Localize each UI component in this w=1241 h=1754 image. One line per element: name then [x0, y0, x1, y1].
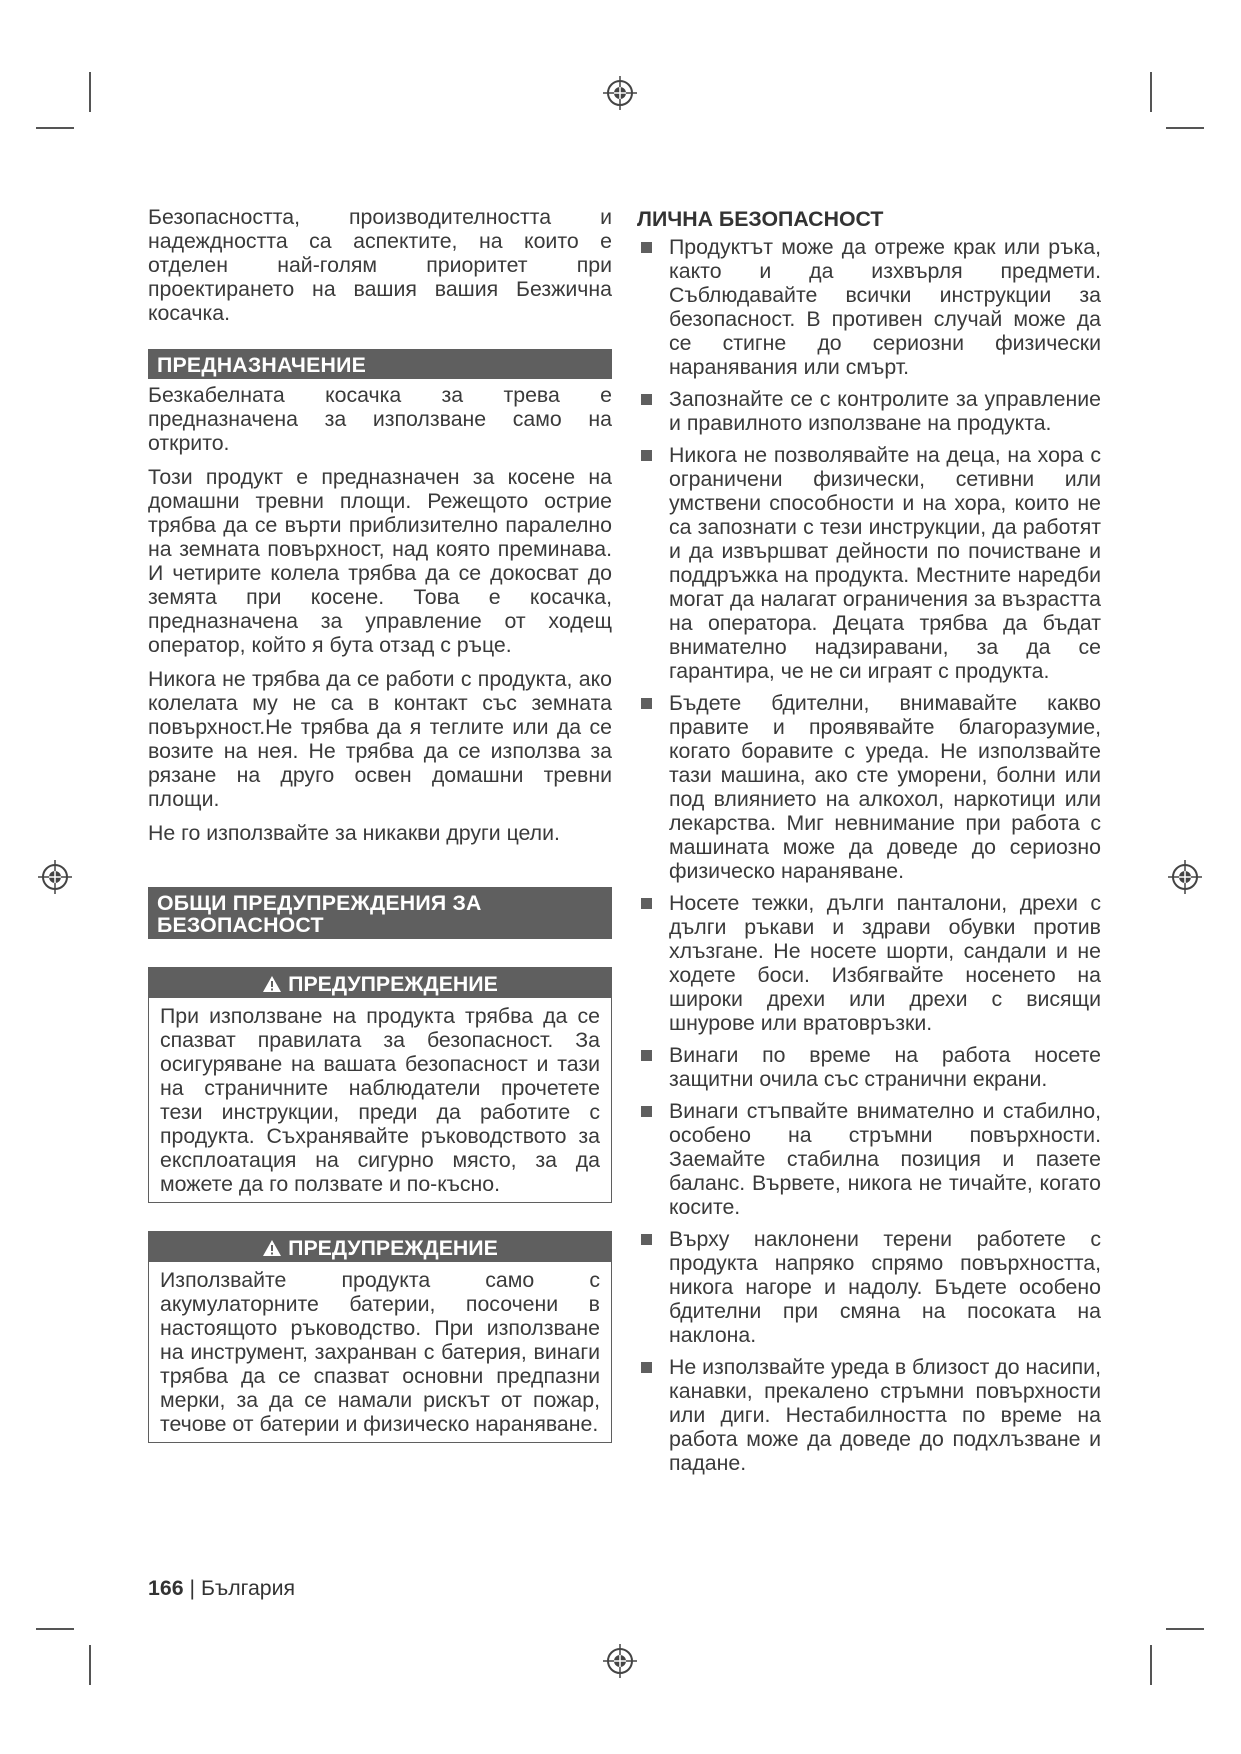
right-column: [637, 205, 1101, 1483]
list-item-text: Никога не позволявайте на деца, на хора с ограничени физически, сетивни или умствени способности и на хора, които не са запознати с тези инструкции, да работят и да извършват дейности по почистване и поддръжка на продукта. Местните наредби могат да налагат ограничения за възрастта на оператора. Децата трябва да бъдат внимателно надзиравани, за да се гарантира, че не си играят с продукта.: [669, 443, 1101, 683]
purpose-paragraph: Този продукт е предназначен за косене на домашни тревни площи. Режещото острие трябва да се върти приблизително паралелно на земната повърхност, над която преминава. И четирите колела трябва да се докосват до земята при косене. Това е косачка, предназначена за управление от ходещ оператор, който я бута отзад с ръце.: [148, 465, 612, 657]
bullet-square-icon: [641, 1234, 652, 1245]
registration-mark-icon: [603, 1644, 637, 1678]
registration-mark-icon: [603, 76, 637, 110]
section-heading-general-safety: ОБЩИ ПРЕДУПРЕЖДЕНИЯ ЗА БЕЗОПАСНОСТ: [148, 887, 612, 939]
list-item: [637, 891, 1101, 1035]
crop-mark: [1166, 127, 1204, 129]
list-item: [637, 1355, 1101, 1475]
page-number: 166: [148, 1576, 184, 1600]
purpose-paragraph: Никога не трябва да се работи с продукта, ако колелата му не са в контакт със земната повърхност.Не трябва да я теглите или да се возите на нея. Не трябва да се използва за рязане на друго освен домашни тревни площи.: [148, 667, 612, 811]
list-item: [637, 691, 1101, 883]
registration-mark-icon: [38, 860, 72, 894]
list-item-text: Винаги по време на работа носете защитни очила със странични екрани.: [669, 1043, 1101, 1091]
safety-list: [637, 235, 1101, 1475]
section-heading-purpose: ПРЕДНАЗНАЧЕНИЕ: [148, 349, 612, 379]
list-item: [637, 387, 1101, 435]
list-item: [637, 235, 1101, 379]
bullet-square-icon: [641, 898, 652, 909]
list-item-text: Продуктът може да отреже крак или ръка, както и да изхвърля предмети. Съблюдавайте всички инструкции за безопасност. В противен случай може да се стигне до сериозни физически наранявания или смърт.: [669, 235, 1101, 379]
list-item-text: Бъдете бдителни, внимавайте какво правите и проявявайте благоразумие, когато боравите с уреда. Не използвайте тази машина, ако сте уморени, болни или под влиянието на алкохол, наркотици или лекарства. Миг невнимание при работа с машината може да доведе до сериозно физическо нараняване.: [669, 691, 1101, 883]
warning-title: ПРЕДУПРЕЖДЕНИЕ: [288, 1236, 498, 1260]
list-item-text: Винаги стъпвайте внимателно и стабилно, особено на стръмни повърхности. Заемайте стабилна позиция и пазете баланс. Вървете, никога не тичайте, когато косите.: [669, 1099, 1101, 1219]
list-item: [637, 1227, 1101, 1347]
list-item: [637, 1043, 1101, 1091]
crop-mark: [1166, 1628, 1204, 1630]
warning-box: [148, 967, 612, 1203]
crop-mark: [1150, 72, 1152, 112]
warning-title: ПРЕДУПРЕЖДЕНИЕ: [288, 972, 498, 996]
warning-triangle-icon: [262, 1239, 282, 1257]
purpose-paragraph: Не го използвайте за никакви други цели.: [148, 821, 560, 845]
list-item-text: Запознайте се с контролите за управление и правилното използване на продукта.: [669, 387, 1101, 435]
warning-text: Използвайте продукта само с акумулаторните батерии, посочени в настоящото ръководство. При използване на инструмент, захранван с батерия, винаги трябва да се спазват основни предпазни мерки, за да се намали рискът от пожар, течове от батерии и физическо нараняване.: [160, 1268, 600, 1436]
warning-header: [149, 1232, 611, 1262]
page-footer: [148, 1576, 295, 1600]
bullet-square-icon: [641, 1050, 652, 1061]
crop-mark: [36, 127, 74, 129]
intro-paragraph: Безопасността, производителността и надеждността са аспектите, на които е отделен най-голям приоритет при проектирането на вашия вашия Безжична косачка.: [148, 205, 612, 325]
crop-mark: [89, 1645, 91, 1685]
bullet-square-icon: [641, 1106, 652, 1117]
list-item-text: Върху наклонени терени работете с продукта напряко спрямо повърхността, никога нагоре и надолу. Бъдете особено бдителни при смяна на посоката на наклона.: [669, 1227, 1101, 1347]
list-item-text: Носете тежки, дълги панталони, дрехи с дълги ръкави и здрави обувки против хлъзгане. Не носете шорти, сандали и не ходете боси. Избягвайте носенето на широки дрехи или дрехи с висящи шнурове или вратовръзки.: [669, 891, 1101, 1035]
crop-mark: [36, 1628, 74, 1630]
warning-header: [149, 968, 611, 998]
warning-text: При използване на продукта трябва да се спазват правилата за безопасност. За осигуряване на вашата безопасност и тази на страничните наблюдатели прочетете тези инструкции, преди да работите с продукта. Съхранявайте ръководството за експлоатация на сигурно място, за да можете да го ползвате и по-късно.: [160, 1004, 600, 1196]
list-item: [637, 1099, 1101, 1219]
list-item-text: Не използвайте уреда в близост до насипи, канавки, прекалено стръмни повърхности или диги. Нестабилността по време на работа може да доведе до подхлъзване и падане.: [669, 1355, 1101, 1475]
crop-mark: [1150, 1645, 1152, 1685]
bullet-square-icon: [641, 1362, 652, 1373]
section-heading-personal-safety: ЛИЧНА БЕЗОПАСНОСТ: [637, 207, 884, 231]
bullet-square-icon: [641, 242, 652, 253]
warning-box: [148, 1231, 612, 1443]
warning-triangle-icon: [262, 975, 282, 993]
crop-mark: [89, 72, 91, 112]
footer-language: България: [200, 1576, 296, 1600]
bullet-square-icon: [641, 450, 652, 461]
purpose-paragraph: Безкабелната косачка за трева е предназначена за използване само на открито.: [148, 383, 612, 455]
list-item: [637, 443, 1101, 683]
bullet-square-icon: [641, 394, 652, 405]
footer-separator: |: [189, 1576, 196, 1600]
bullet-square-icon: [641, 698, 652, 709]
left-column: [148, 205, 612, 1471]
registration-mark-icon: [1168, 860, 1202, 894]
